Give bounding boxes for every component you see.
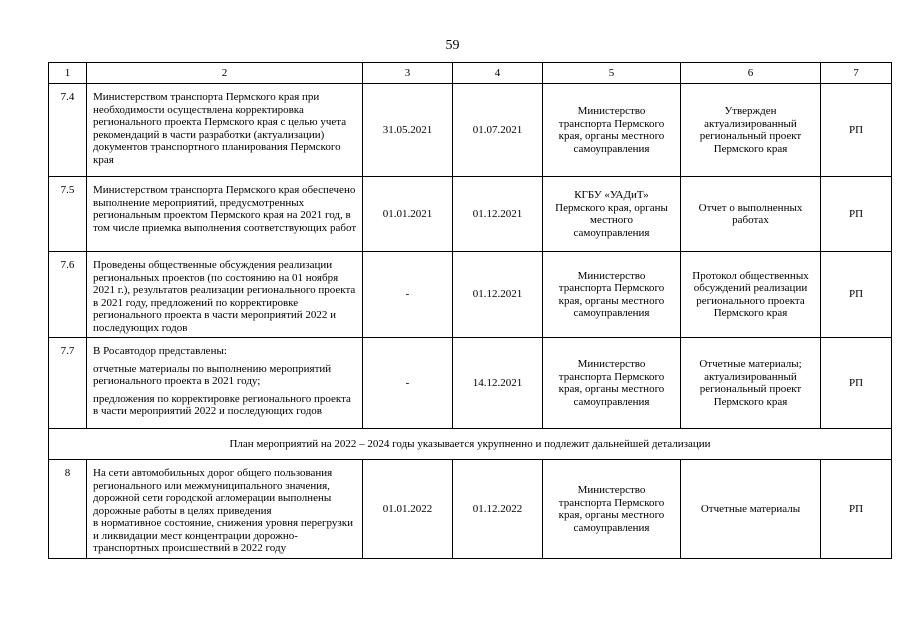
responsible: Министерство транспорта Пермского края, органы местного самоуправления	[543, 84, 681, 177]
description-text: отчетные материалы по выполнению мероприятий регионального проекта в 2021 году;	[93, 362, 332, 387]
table-row	[49, 338, 892, 429]
level: РП	[821, 338, 892, 429]
result: Протокол общественных обсуждений реализации регионального проекта Пермского края	[681, 252, 821, 338]
start-date: 01.01.2022	[363, 460, 453, 559]
description-text: в нормативное состояние, снижения уровня перегрузки и ликвидации мест концентрации дорожно-транспортных происшествий в 2022 году	[93, 517, 353, 554]
description-text: Проведены общественные обсуждения реализации региональных проектов (по состоянию на 01 ноября 2021 г.), результатов реализации регионального проекта в 2021 году, предложений по корректировке регионального проекта в части мероприятий 2022 и последующих годов	[93, 259, 356, 334]
start-date: -	[363, 252, 453, 338]
row-description	[87, 252, 363, 338]
responsible: Министерство транспорта Пермского края, органы местного самоуправления	[543, 338, 681, 429]
measures-table	[48, 62, 892, 559]
result: Отчетные материалы	[681, 460, 821, 559]
result: Отчет о выполненных работах	[681, 177, 821, 252]
row-number: 7.4	[49, 84, 87, 177]
page-number: 59	[445, 38, 460, 53]
level: РП	[821, 460, 892, 559]
col-header-4: 4	[453, 63, 543, 84]
responsible: Министерство транспорта Пермского края, органы местного самоуправления	[543, 460, 681, 559]
responsible: Министерство транспорта Пермского края, органы местного самоуправления	[543, 252, 681, 338]
end-date: 01.12.2021	[453, 252, 543, 338]
end-date: 14.12.2021	[453, 338, 543, 429]
description-text: В Росавтодор представлены:	[93, 345, 227, 357]
col-header-3: 3	[363, 63, 453, 84]
row-number: 7.6	[49, 252, 87, 338]
result: Отчетные материалы; актуализированный региональный проект Пермского края	[681, 338, 821, 429]
level: РП	[821, 252, 892, 338]
col-header-6: 6	[681, 63, 821, 84]
description-text: предложения по корректировке регионального проекта в части мероприятий 2022 и последующих годов	[93, 392, 351, 417]
start-date: 31.05.2021	[363, 84, 453, 177]
table-row	[49, 177, 892, 252]
level: РП	[821, 84, 892, 177]
row-description	[87, 84, 363, 177]
end-date: 01.07.2021	[453, 84, 543, 177]
start-date: 01.01.2021	[363, 177, 453, 252]
description-text: Министерством транспорта Пермского края при необходимости осуществлена корректировка регионального проекта Пермского края с целью учета рекомендаций в части разработки (актуализации) документов транспортного планирования Пермского края	[93, 91, 347, 166]
description-text: Министерством транспорта Пермского края обеспечено выполнение мероприятий, предусмотренных региональным проектом Пермского края на 2021 год, в том числе приемка выполнения соответствующих работ	[93, 184, 357, 234]
responsible: КГБУ «УАДиТ» Пермского края, органы местного самоуправления	[543, 177, 681, 252]
section-row	[49, 429, 892, 460]
end-date: 01.12.2021	[453, 177, 543, 252]
table-row	[49, 460, 892, 559]
row-description	[87, 177, 363, 252]
level: РП	[821, 177, 892, 252]
row-number: 8	[49, 460, 87, 559]
result: Утвержден актуализированный региональный проект Пермского края	[681, 84, 821, 177]
col-header-7: 7	[821, 63, 892, 84]
row-description	[87, 338, 363, 429]
row-number: 7.5	[49, 177, 87, 252]
plan-note: План мероприятий на 2022 – 2024 годы указывается укрупненно и подлежит дальнейшей детализации	[49, 429, 892, 460]
header-row	[49, 63, 892, 84]
col-header-5: 5	[543, 63, 681, 84]
row-description	[87, 460, 363, 559]
col-header-2: 2	[87, 63, 363, 84]
table-row	[49, 252, 892, 338]
start-date: -	[363, 338, 453, 429]
col-header-1: 1	[49, 63, 87, 84]
table-row	[49, 84, 892, 177]
description-text: На сети автомобильных дорог общего пользования регионального или межмуниципального значения, дорожной сети городской агломерации выполнены дорожные работы в целях приведения	[93, 467, 333, 517]
row-number: 7.7	[49, 338, 87, 429]
end-date: 01.12.2022	[453, 460, 543, 559]
